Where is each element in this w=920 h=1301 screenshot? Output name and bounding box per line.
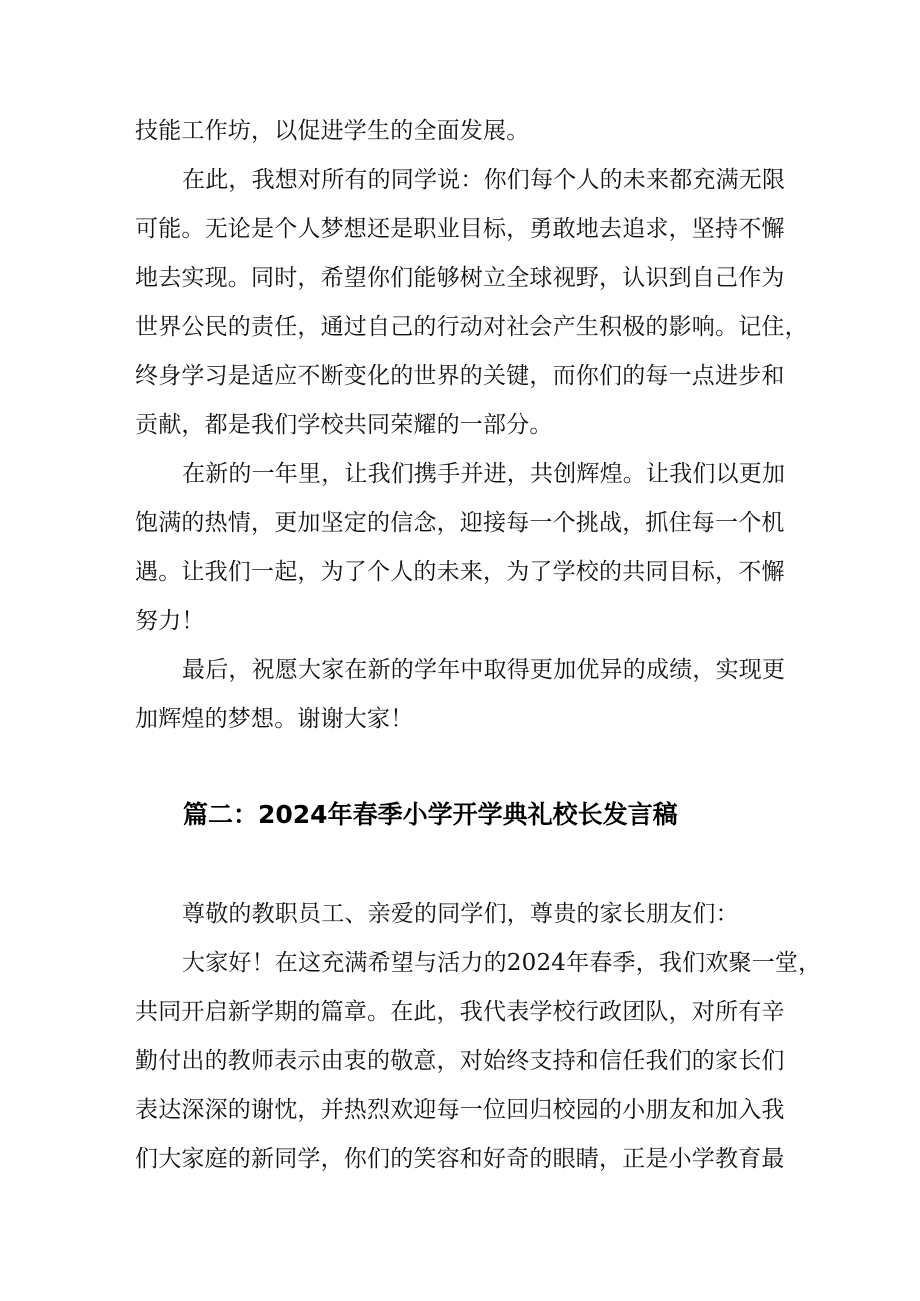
text-line: 勤付出的教师表示由衷的敬意，对始终支持和信任我们的家长们 (135, 1048, 785, 1074)
text-line: 地去实现。同时，希望你们能够树立全球视野，认识到自己作为 (135, 265, 785, 291)
text-line: 尊敬的教职员工、亲爱的同学们，尊贵的家长朋友们： (182, 901, 739, 927)
text-line: 饱满的热情，更加坚定的信念，迎接每一个挑战，抓住每一个机 (135, 510, 785, 536)
text-line: 们大家庭的新同学，你们的笑容和好奇的眼睛，正是小学教育最 (135, 1146, 785, 1172)
section-heading: 篇二：2024年春季小学开学典礼校长发言稿 (183, 800, 678, 829)
text-line: 在此，我想对所有的同学说：你们每个人的未来都充满无限 (182, 167, 786, 193)
text-line: 最后，祝愿大家在新的学年中取得更加优异的成绩，实现更 (182, 657, 786, 683)
text-line: 技能工作坊，以促进学生的全面发展。 (135, 118, 530, 144)
text-line: 可能。无论是个人梦想还是职业目标，勇敢地去追求，坚持不懈 (135, 216, 785, 242)
text-line: 遇。让我们一起，为了个人的未来，为了学校的共同目标，不懈 (135, 559, 785, 585)
text-line: 在新的一年里，让我们携手并进，共创辉煌。让我们以更加 (182, 461, 786, 487)
text-line: 努力！ (135, 608, 205, 634)
text-line: 加辉煌的梦想。谢谢大家！ (135, 706, 414, 732)
text-line: 世界公民的责任，通过自己的行动对社会产生积极的影响。记住， (135, 314, 808, 340)
text-line: 贡献，都是我们学校共同荣耀的一部分。 (135, 412, 553, 438)
text-line: 终身学习是适应不断变化的世界的关键，而你们的每一点进步和 (135, 363, 785, 389)
text-line: 表达深深的谢忱，并热烈欢迎每一位回归校园的小朋友和加入我 (135, 1097, 785, 1123)
text-line: 共同开启新学期的篇章。在此，我代表学校行政团队，对所有辛 (135, 999, 785, 1025)
text-line: 大家好！在这充满希望与活力的2024年春季，我们欢聚一堂， (182, 950, 822, 976)
